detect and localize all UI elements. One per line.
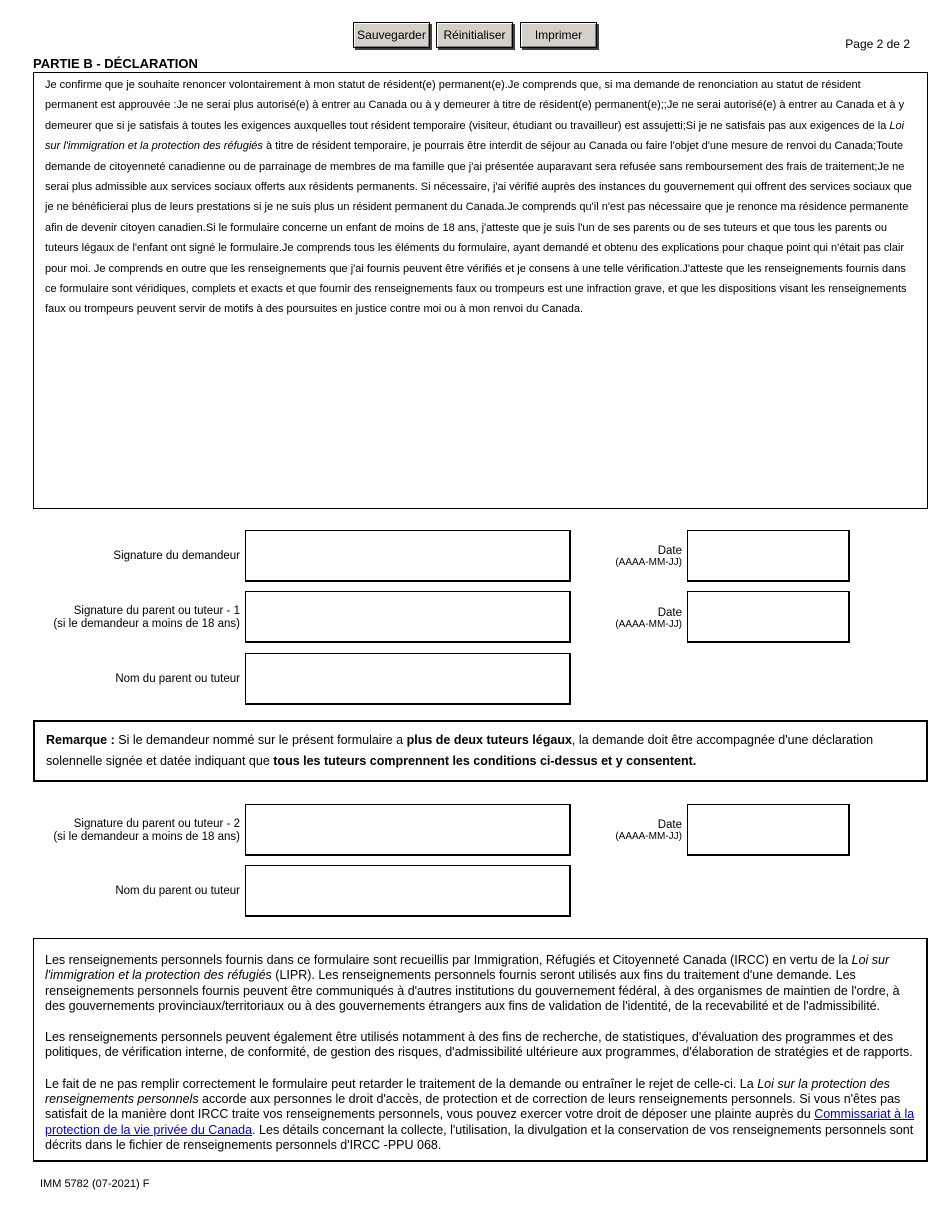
privacy-paragraph-2: Les renseignements personnels peuvent également être utilisés notamment à des fins de recherche, de statistiques, d'évaluation des programmes et des politiques, de vérification interne, de conformité, de gestion des risques, d'admissibilité ultérieure aux programmes, d'élaboration de stratégies et de rapports. xyxy=(45,1030,913,1060)
guardian1-date-field[interactable] xyxy=(687,591,850,643)
declaration-text xyxy=(45,75,916,320)
declaration-text-part1: Je confirme que je souhaite renoncer volontairement à mon statut de résident(e) permanent(e).Je comprends que, si ma demande de renonciation au statut de résident permanent est approuvée :Je ne serai plus autorisé(e) à entrer au Canada ou à y demeurer à titre de résident(e) permanent(e);;Je ne serai autorisé(e) à entrer au Canada et à y demeurer que si je satisfais à toutes les exigences auxquelles tout résident temporaire (visiteur, étudiant ou travailleur) est assujetti;Si je ne satisfais pas aux exigences de la xyxy=(45,79,905,132)
date-format-hint: (AAAA-MM-JJ) xyxy=(615,831,682,842)
guardian2-minor-note: (si le demandeur a moins de 18 ans) xyxy=(53,831,240,843)
privacy-paragraph-1 xyxy=(45,953,915,1014)
date-format-hint: (AAAA-MM-JJ) xyxy=(615,619,682,630)
guardian2-name-field[interactable] xyxy=(245,865,571,917)
privacy-paragraph-3 xyxy=(45,1077,915,1153)
remark-bold-1: plus de deux tuteurs légaux xyxy=(406,733,572,747)
remark-text-2: , la demande doit être accompagnée d'une déclaration solennelle signée et datée indiquant que xyxy=(46,733,874,768)
applicant-signature-label: Signature du demandeur xyxy=(113,550,240,562)
date-label-3 xyxy=(580,819,682,843)
date-label-text: Date xyxy=(657,545,682,557)
date-format-hint: (AAAA-MM-JJ) xyxy=(615,557,682,568)
guardian2-signature-label-line1: Signature du parent ou tuteur - 2 xyxy=(73,818,240,830)
privacy-notice-box xyxy=(33,938,928,1162)
date-label-text: Date xyxy=(657,819,682,831)
date-label-1 xyxy=(580,545,682,569)
remark-bold-2: tous les tuteurs comprennent les conditions ci-dessus et y consentent. xyxy=(273,754,697,768)
remark-box xyxy=(33,720,928,782)
privacy-p1-text-b: (LIPR). Les renseignements personnels fournis seront utilisés aux fins du traitement d'une demande. Les renseignements personnels fournis peuvent être communiqués à d'autres institutions du gouvernement fédéral, à des organismes de maintien de l'ordre, à des gouvernements provinciaux/territoriaux ou à des gouvernements étrangers aux fins de validation de l'identité, de la recevabilité et de l'admissibilité. xyxy=(45,968,900,1013)
form-code: IMM 5782 (07-2021) F xyxy=(40,1178,150,1190)
page-indicator: Page 2 de 2 xyxy=(845,37,910,51)
section-title: PARTIE B - DÉCLARATION xyxy=(33,56,198,71)
privacy-p3-text-a: Le fait de ne pas remplir correctement le formulaire peut retarder le traitement de la demande ou entraîner le rejet de celle-ci. La xyxy=(45,1076,758,1091)
remark-text-1: Si le demandeur nommé sur le présent formulaire a xyxy=(114,733,407,747)
reset-button[interactable]: Réinitialiser xyxy=(436,22,513,48)
privacy-p1-text-a: Les renseignements personnels fournis dans ce formulaire sont recueillis par Immigration, Réfugiés et Citoyenneté Canada (IRCC) en vertu de la xyxy=(45,953,852,967)
guardian2-signature-field[interactable] xyxy=(245,804,571,856)
applicant-signature-field[interactable] xyxy=(245,530,571,582)
privacy-p3-text-b: accorde aux personnes le droit d'accès, de protection et de correction de leurs renseignements personnels. Si vous n'êtes pas satisfait de la manière dont IRCC traite vos renseignements personnels, vous pouvez exercer votre droit de déposer une plainte auprès du xyxy=(45,1092,901,1122)
guardian1-name-label: Nom du parent ou tuteur xyxy=(115,673,240,685)
declaration-box xyxy=(33,72,928,509)
privacy-p3-text-c: . Les détails concernant la collecte, l'utilisation, la divulgation et la conservation de vos renseignements personnels sont décrits dans le fichier de renseignements personnels d'IRCC -PPU 068. xyxy=(45,1122,914,1152)
guardian1-signature-field[interactable] xyxy=(245,591,571,643)
privacy-p3-law-title: Loi sur la protection des renseignements personnels xyxy=(45,1076,890,1107)
guardian2-name-label: Nom du parent ou tuteur xyxy=(115,885,240,897)
date-label-2 xyxy=(580,607,682,631)
guardian1-signature-label-line1: Signature du parent ou tuteur - 1 xyxy=(73,605,240,617)
guardian2-signature-label xyxy=(40,818,240,844)
applicant-date-field[interactable] xyxy=(687,530,850,582)
print-button[interactable]: Imprimer xyxy=(520,22,597,48)
privacy-commissioner-link[interactable]: Commissariat à la protection de la vie privée du Canada xyxy=(45,1107,915,1137)
guardian1-minor-note: (si le demandeur a moins de 18 ans) xyxy=(53,618,240,630)
save-button[interactable]: Sauvegarder xyxy=(353,22,430,48)
privacy-p1-law-title: Loi sur l'immigration et la protection des réfugiés xyxy=(45,953,890,983)
guardian1-name-field[interactable] xyxy=(245,653,571,705)
declaration-law-title: Loi sur l'immigration et la protection des réfugiés xyxy=(45,119,905,153)
remark-lead: Remarque : xyxy=(46,733,115,747)
guardian1-signature-label xyxy=(40,605,240,631)
guardian2-date-field[interactable] xyxy=(687,804,850,856)
date-label-text: Date xyxy=(657,607,682,619)
declaration-text-part2: à titre de résident temporaire, je pourrais être interdit de séjour au Canada ou faire l'objet d'une mesure de renvoi du Canada;Toute demande de citoyenneté canadienne ou de parrainage de membres de ma famille que j'ai présentée auparavant sera refusée sans remboursement des frais de traitement;Je ne serai plus admissible aux services sociaux offerts aux résidents permanents. Si nécessaire, j'ai vérifié auprès des instances du gouvernement qui offrent des services sociaux que je ne bénéficierai plus de leurs prestations si je ne suis plus un résident permanent du Canada.Je comprends qu'il n'est pas nécessaire que je renonce ma résidence permanente afin de devenir citoyen canadien.Si le formulaire concerne un enfant de moins de 18 ans, j'atteste que je suis l'un de ses parents ou de ses tuteurs et que tous les parents ou tuteurs légaux de l'enfant ont signé le formulaire.Je comprends tous les éléments du formulaire, ayant demandé et obtenu des explications pour chaque point qui n'était pas clair pour moi. Je comprends en outre que les renseignements que j'ai fournis peuvent être vérifiés et je consens à une telle vérification.J'atteste que les renseignements fournis dans ce formulaire sont véridiques, complets et exacts et que fournir des renseignements faux ou trompeurs est une infraction grave, et que les dispositions visant les renseignements faux ou trompeurs peuvent servir de motifs à des poursuites en justice contre moi ou à mon renvoi du Canada. xyxy=(45,140,912,316)
